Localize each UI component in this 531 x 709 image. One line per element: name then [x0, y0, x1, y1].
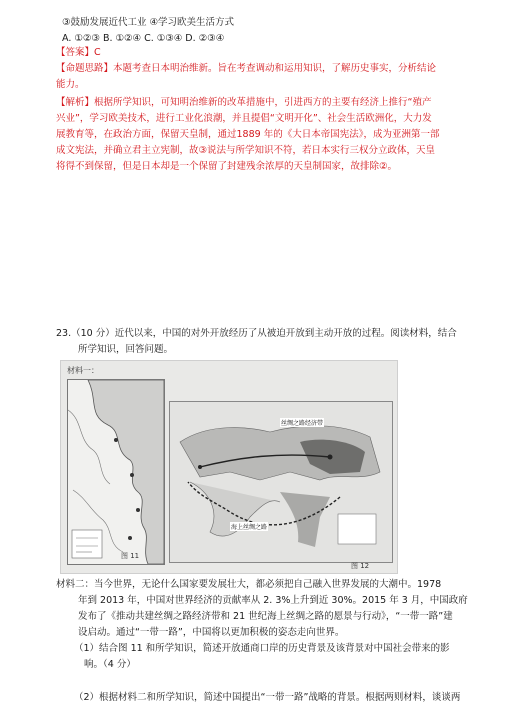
analysis-label: 【解析】: [56, 97, 95, 108]
answer-label: 【答案】: [56, 47, 95, 58]
analysis-line-1: 【解析】根据所学知识，可知明治维新的改革措施中，引进西方的主要有经济上推行“殖产: [56, 97, 432, 108]
option-line: ③鼓励发展近代工业 ④学习欧美生活方式: [62, 17, 235, 28]
idea-label: 【命题思路】: [56, 63, 114, 74]
material-2-line-2: 年到 2013 年，中国对世界经济的贡献率从 2. 3%上升到近 30%。2015 年 3 月，中国政府: [78, 595, 468, 606]
material-1-label: 材料一：: [67, 366, 99, 375]
answer-choices: A. ①②③ B. ①②④ C. ①③④ D. ②③④: [62, 33, 225, 44]
answer-value: C: [94, 47, 101, 58]
figure-12-map: [169, 401, 393, 563]
map-label-belt: 丝绸之路经济带: [281, 420, 324, 427]
question-2-line-1: （2）根据材料二和所学知识，简述中国提出“一带一路”战略的背景。根据两则材料，谈谈两: [74, 692, 461, 703]
q23-line-1: 23.（10 分）近代以来，中国的对外开放经历了从被迫开放到主动开放的过程。阅读材料，结合: [56, 328, 457, 339]
analysis-line-3: 展教育等，在政治方面，保留天皇制，通过1889 年的《大日本帝国宪法》，成为亚洲第一部: [56, 129, 440, 140]
figure-12-caption: 图 12: [351, 562, 370, 570]
idea-line-1: 【命题思路】本题考查日本明治维新。旨在考查调动和运用知识，了解历史事实，分析结论: [56, 63, 437, 74]
figure-area: [60, 360, 398, 574]
figure-11-caption: 图 11: [121, 552, 140, 560]
idea-line-2: 能力。: [56, 79, 85, 90]
analysis-line-2: 兴业”，学习欧美技术，进行工业化浪潮，并且提倡“文明开化”、社会生活欧洲化，大力发: [56, 113, 432, 124]
question-1-line-1: （1）结合图 11 和所学知识，简述开放通商口岸的历史背景及该背景对中国社会带来的影: [74, 643, 450, 654]
material-2-line-4: 设启动。通过“一带一路”，中国将以更加积极的姿态走向世界。: [78, 627, 345, 638]
q23-line-2: 所学知识，回答问题。: [78, 344, 174, 355]
material-2-line-3: 发布了《推动共建丝绸之路经济带和 21 世纪海上丝绸之路的愿景与行动》，“一带一路”建: [78, 611, 453, 622]
question-1-line-2: 响。（4 分）: [84, 659, 136, 670]
answer-block: [56, 45, 101, 61]
analysis-line-4: 成文宪法，并确立君主立宪制，故③说法与所学知识不符，若日本实行三权分立政体，天皇: [56, 145, 436, 156]
coastline-map-graphic: [68, 380, 164, 564]
analysis-line-5: 将得不到保留，但是日本却是一个保留了封建残余浓厚的天皇制国家，故排除②。: [56, 161, 398, 172]
material-2-line-1: 材料二：当今世界，无论什么国家要发展壮大，都必须把自己融入世界发展的大潮中。1978: [56, 579, 442, 590]
map-label-road: 海上丝绸之路: [231, 524, 268, 531]
figure-11-map: [67, 379, 165, 565]
